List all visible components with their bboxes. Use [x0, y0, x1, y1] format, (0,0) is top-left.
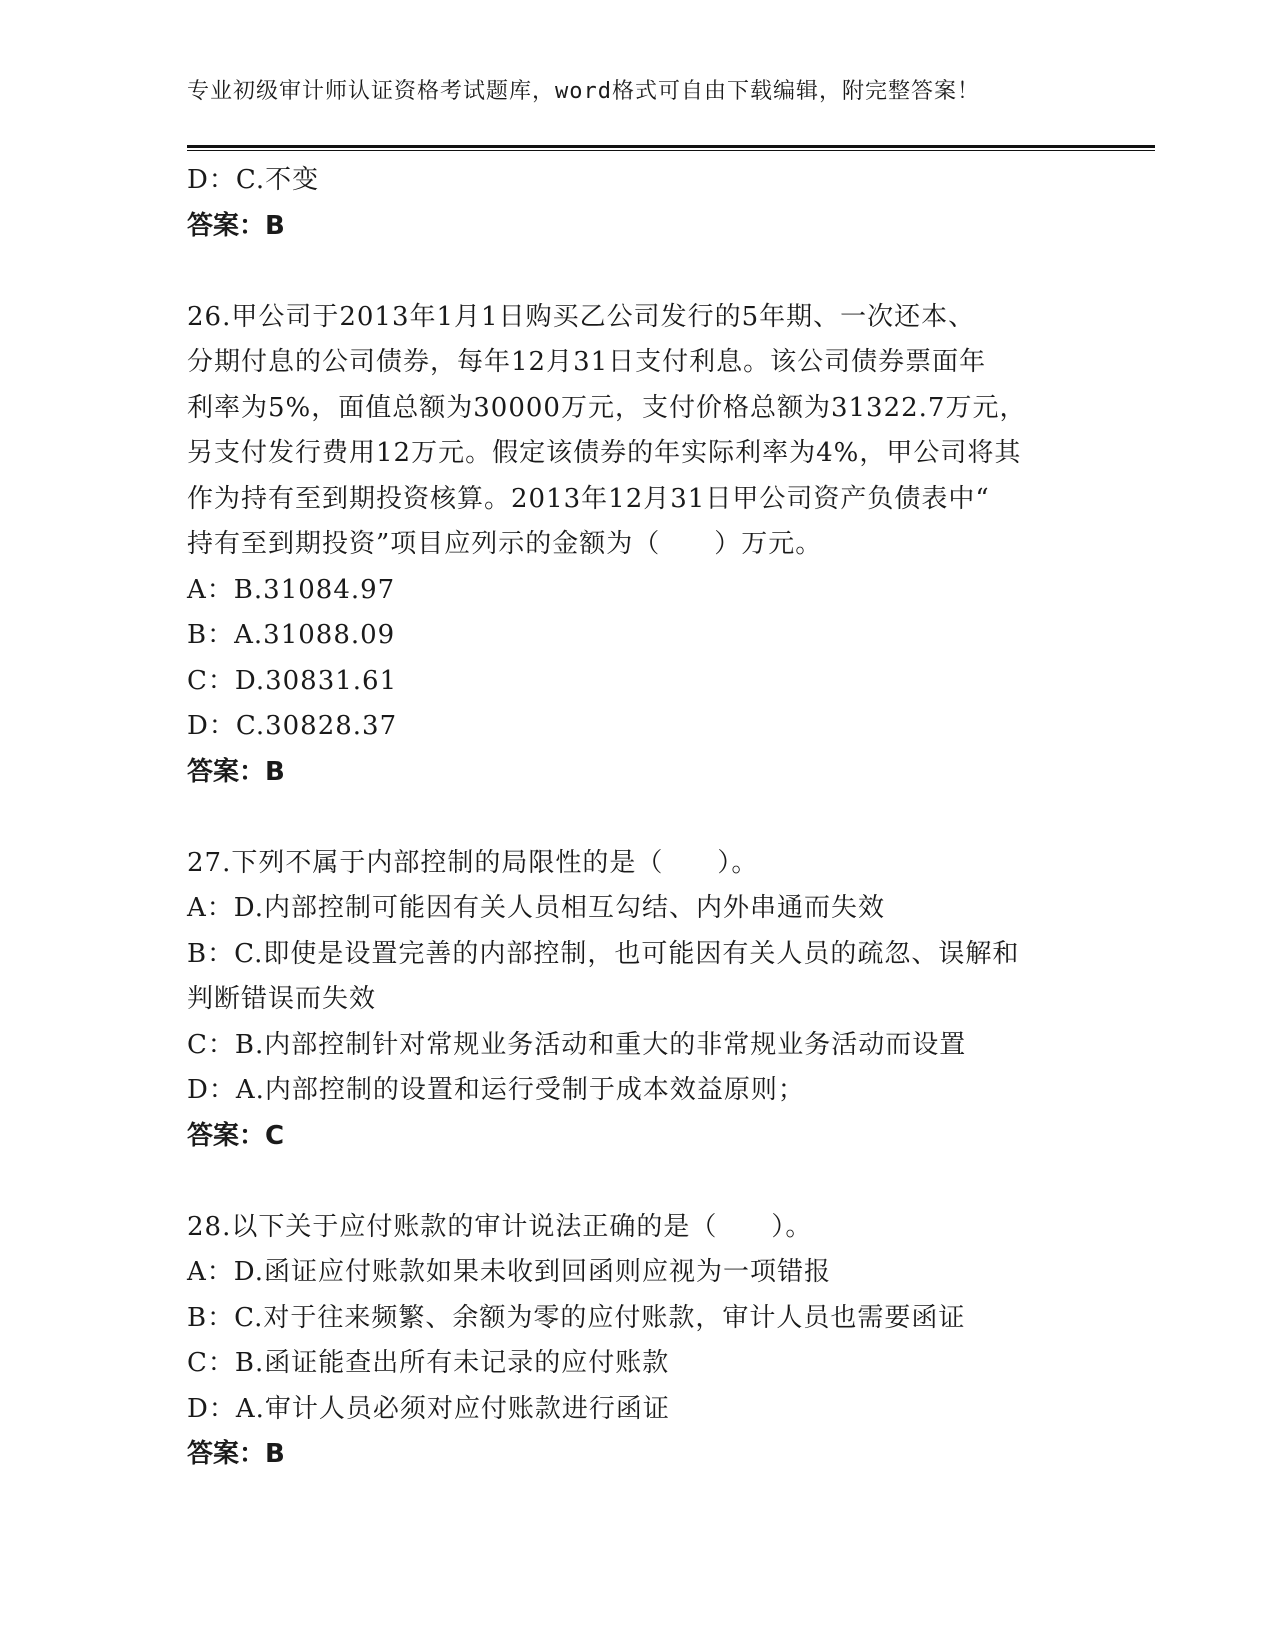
question-content — [187, 158, 1087, 1478]
header-divider — [187, 145, 1155, 151]
answer: 答案：C — [187, 1120, 285, 1151]
question-27 — [187, 841, 1087, 1160]
question-stem-line: 利率为5%，面值总额为30000万元，支付价格总额为31322.7万元， — [187, 392, 1027, 423]
question-stem-line: 27.下列不属于内部控制的局限性的是（ ）。 — [187, 847, 759, 878]
question-stem-line: 26.甲公司于2013年1月1日购买乙公司发行的5年期、一次还本、 — [187, 301, 976, 332]
option-a: A：D.函证应付账款如果未收到回函则应视为一项错报 — [187, 1257, 831, 1287]
option-b: B：C.即使是设置完善的内部控制，也可能因有关人员的疏忽、误解和 — [187, 938, 1020, 969]
answer: 答案：B — [187, 210, 285, 241]
option-c: C：B.函证能查出所有未记录的应付账款 — [187, 1348, 670, 1378]
option-d: D：C.30828.37 — [187, 711, 398, 741]
answer: 答案：B — [187, 1439, 285, 1469]
option-d: D：A.内部控制的设置和运行受制于成本效益原则； — [187, 1075, 805, 1105]
option-b: B：A.31088.09 — [187, 620, 396, 650]
question-stem-line: 作为持有至到期投资核算。2013年12月31日甲公司资产负债表中“ — [187, 483, 990, 514]
question-stem-line: 持有至到期投资”项目应列示的金额为（ ）万元。 — [187, 529, 823, 559]
question-stem-line: 28.以下关于应付账款的审计说法正确的是（ ）。 — [187, 1211, 813, 1242]
question-26 — [187, 295, 1087, 796]
question-stem-line: 另支付发行费用12万元。假定该债券的年实际利率为4%，甲公司将其 — [187, 438, 1022, 468]
option-c: C：B.内部控制针对常规业务活动和重大的非常规业务活动而设置 — [187, 1029, 967, 1060]
option-b-continued: 判断错误而失效 — [187, 984, 377, 1014]
option-a: A：D.内部控制可能因有关人员相互勾结、内外串通而失效 — [187, 893, 885, 923]
option-c: C：D.30831.61 — [187, 665, 398, 696]
answer: 答案：B — [187, 756, 285, 787]
option-b: B：C.对于往来频繁、余额为零的应付账款，审计人员也需要函证 — [187, 1302, 966, 1333]
question-28 — [187, 1205, 1087, 1478]
page-header: 专业初级审计师认证资格考试题库，word格式可自由下载编辑，附完整答案！ — [187, 79, 980, 104]
option-a: A：B.31084.97 — [187, 574, 396, 605]
question-stem-line: 分期付息的公司债券，每年12月31日支付利息。该公司债券票面年 — [187, 347, 987, 377]
option-d: D：C.不变 — [187, 165, 320, 195]
option-d: D：A.审计人员必须对应付账款进行函证 — [187, 1393, 670, 1424]
